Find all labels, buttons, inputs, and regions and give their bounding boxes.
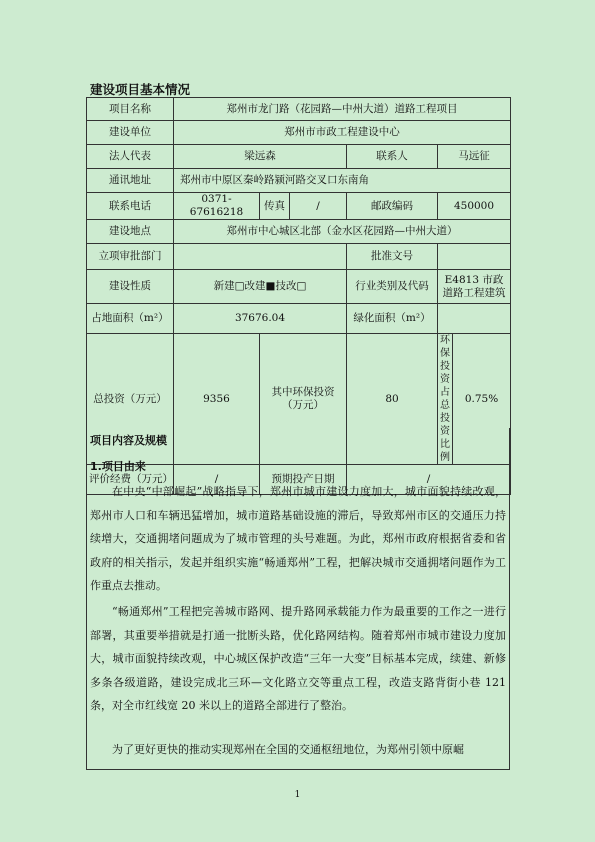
eval-fee-value: / [174,465,260,495]
sub-heading: 1.项目由来 [90,460,146,473]
project-name-label: 项目名称 [87,98,174,121]
table-row [87,270,511,304]
approval-dept-value [174,244,347,270]
postcode-value: 450000 [438,193,511,220]
industry-value: E4813 市政道路工程建筑 [438,270,511,304]
env-ratio-value: 0.75% [453,334,511,465]
table-row [87,145,511,169]
approval-dept-label: 立项审批部门 [87,244,174,270]
env-invest-value: 80 [347,334,438,465]
page-title: 建设项目基本情况 [90,82,191,97]
prod-date-value: / [347,465,511,495]
project-name-value: 郑州市龙门路（花园路—中州大道）道路工程项目 [174,98,511,121]
contact-label: 联系人 [347,145,438,169]
invest-value: 9356 [174,334,260,465]
address-value: 郑州市中原区秦岭路颍河路交叉口东南角 [174,169,511,193]
invest-label: 总投资（万元） [87,334,174,465]
site-label: 建设地点 [87,220,174,244]
eval-fee-label: 评价经费（万元） [87,465,174,495]
table-row [87,304,511,334]
page-number: 1 [294,790,301,800]
contact-value: 马远征 [438,145,511,169]
table-row [87,98,511,121]
legal-rep-value: 梁远森 [174,145,347,169]
approval-no-value [438,244,511,270]
env-invest-label: 其中环保投资（万元） [260,334,347,465]
approval-no-label: 批准文号 [347,244,438,270]
area-label: 占地面积（m²） [87,304,174,334]
legal-rep-label: 法人代表 [87,145,174,169]
table-row [87,244,511,270]
prod-date-label: 预期投产日期 [260,465,347,495]
fax-label: 传真 [260,193,290,220]
phone-label: 联系电话 [87,193,174,220]
nature-label: 建设性质 [87,270,174,304]
postcode-label: 邮政编码 [347,193,438,220]
green-label: 绿化面积（m²） [347,304,438,334]
address-label: 通讯地址 [87,169,174,193]
nature-value: 新建□改建■技改□ [174,270,347,304]
green-value [438,304,511,334]
table-row [87,220,511,244]
site-value: 郑州市中心城区北部（金水区花园路—中州大道） [174,220,511,244]
fax-value: / [290,193,347,220]
table-row [87,121,511,145]
table-row [87,169,511,193]
table-row [87,193,511,220]
paragraph: 为了更好更快的推动实现郑州在全国的交通枢纽地位，为郑州引领中原崛 [112,743,464,756]
builder-value: 郑州市市政工程建设中心 [174,121,511,145]
builder-label: 建设单位 [87,121,174,145]
paragraph: “畅通郑州”工程把完善城市路网、提升路网承载能力作为最重要的工作之一进行部署，其重要举措就是打通一批断头路，优化路网结构。随着郑州市城市建设力度加大，城市面貌持续改观，中心城区保护改造“三年一大变”目标基本完成，续建、新修多条各级道路，建设完成北三环—文化路立交等重点工程，改造支路背街小巷 121 条，对全市红线宽 20 米以上的道路全部进行了整治。 [90,605,506,712]
env-ratio-label: 环保投资占总投资比例 [438,334,453,465]
industry-label: 行业类别及代码 [347,270,438,304]
section-heading: 项目内容及规模 [90,434,167,447]
phone-value: 0371-67616218 [174,193,260,220]
area-value: 37676.04 [174,304,347,334]
paragraph: 在中央“中部崛起”战略指导下，郑州市城市建设力度加大，城市面貌持续改观，郑州市人口和车辆迅猛增加，城市道路基础设施的滞后，导致郑州市区的交通压力持续增大，交通拥堵问题成为了城市管理的头号难题。为此，郑州市政府根据省委和省政府的相关指示，发起并组织实施“畅通郑州”工程，把解决城市交通拥堵问题作为工作重点去推动。 [90,485,506,592]
